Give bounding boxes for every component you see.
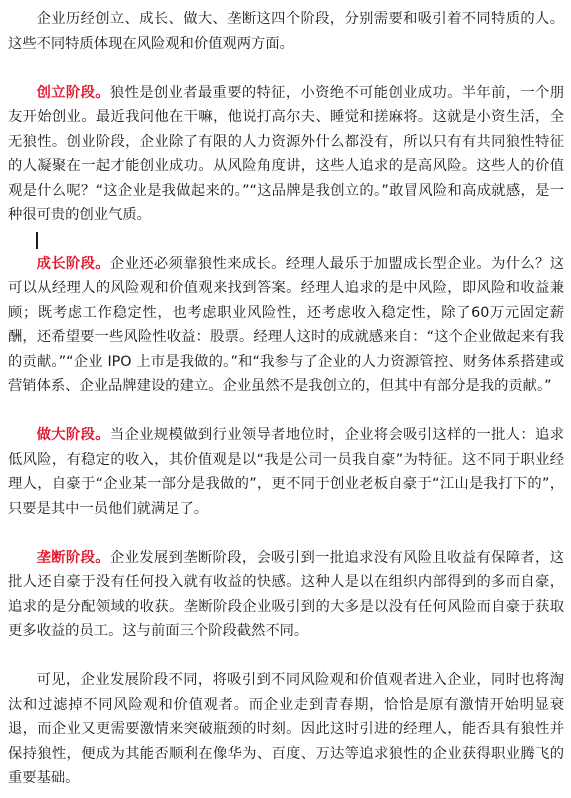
paragraph-gap	[8, 644, 564, 669]
intro-text: 企业历经创立、成长、做大、垄断这四个阶段，分别需要和吸引着不同特质的人。这些不同特质体现在风险观和价值观两方面。	[8, 11, 564, 52]
article-body	[8, 7, 564, 791]
section-growth	[8, 252, 564, 399]
section-monopoly	[8, 546, 564, 644]
section-body-monopoly: 企业发展到垄断阶段，会吸引到一批追求没有风险且收益有保障者，这批人还自豪于没有任何投入就有收益的快感。这种人是以在组织内部得到的多而自豪，追求的是分配领域的收获。垄断阶段企业吸引到的大多是以没有任何风险而自豪于获取更多收益的员工。这与前面三个阶段截然不同。	[8, 549, 565, 639]
paragraph-gap	[8, 521, 564, 546]
section-expansion	[8, 423, 564, 521]
intro-paragraph	[8, 7, 564, 56]
conclusion-text: 可见，企业发展阶段不同，将吸引到不同风险观和价值观者进入企业，同时也将淘汰和过滤掉不同风险观和价值观者。而企业走到青春期，恰恰是原有激情开始明显衰退，而企业又更需要激情来突破瓶颈的时刻。因此这时引进的经理人，能否具有狼性并保持狼性，便成为其能否顺利在像华为、百度、万达等追求狼性的企业获得职业腾飞的重要基础。	[8, 672, 564, 786]
text-cursor	[36, 232, 38, 249]
section-heading-expansion: 做大阶段。	[36, 427, 110, 443]
section-heading-monopoly: 垄断阶段。	[36, 549, 110, 566]
section-body-growth: 企业还必须靠狼性来成长。经理人最乐于加盟成长型企业。为什么？这可以从经理人的风险观和价值观来找到答案。经理人追求的是中风险，即风险和收益兼顾；既考虑工作稳定性，也考虑职业风险性，还考虑收入稳定性，除了60万元固定薪酬，还希望要一些风险性收益：股票。经理人这时的成就感来自：“这个企业做起来有我的贡献。”“企业 IPO 上市是我做的。”和“我参与了企业的人力资源管控、财务体系搭建或营销体系、企业品牌建设的建立。企业虽然不是我创立的，但其中有部分是我的贡献。”	[8, 255, 565, 394]
paragraph-gap	[8, 399, 564, 424]
conclusion-paragraph	[8, 668, 564, 791]
section-body-expansion: 当企业规模做到行业领导者地位时，企业将会吸引这样的一批人：追求低风险，有稳定的收入，其价值观是以“我是公司一员我自豪”为特征。这不同于职业经理人，自豪于“企业某一部分是我做的”，更不同于创业老板自豪于“江山是我打下的”，只要是其中一员他们就满足了。	[8, 427, 565, 517]
paragraph-gap	[8, 56, 564, 81]
section-heading-growth: 成长阶段。	[36, 255, 110, 272]
section-founding	[8, 81, 564, 228]
section-body-founding: 狼性是创业者最重要的特征，小资绝不可能创业成功。半年前，一个朋友开始创业。最近我问他在干嘛，他说打高尔夫、睡觉和搓麻将。这就是小资生活，全无狼性。创业阶段，企业除了有限的人力资源外什么都没有，所以只有有共同狼性特征的人凝聚在一起才能创业成功。从风险角度讲，这些人追求的是高风险。这些人的价值观是什么呢？“这企业是我做起来的。”“这品牌是我创立的。”敢冒风险和高成就感，是一种很可贵的创业气质。	[8, 84, 565, 223]
section-heading-founding: 创立阶段。	[36, 84, 110, 101]
